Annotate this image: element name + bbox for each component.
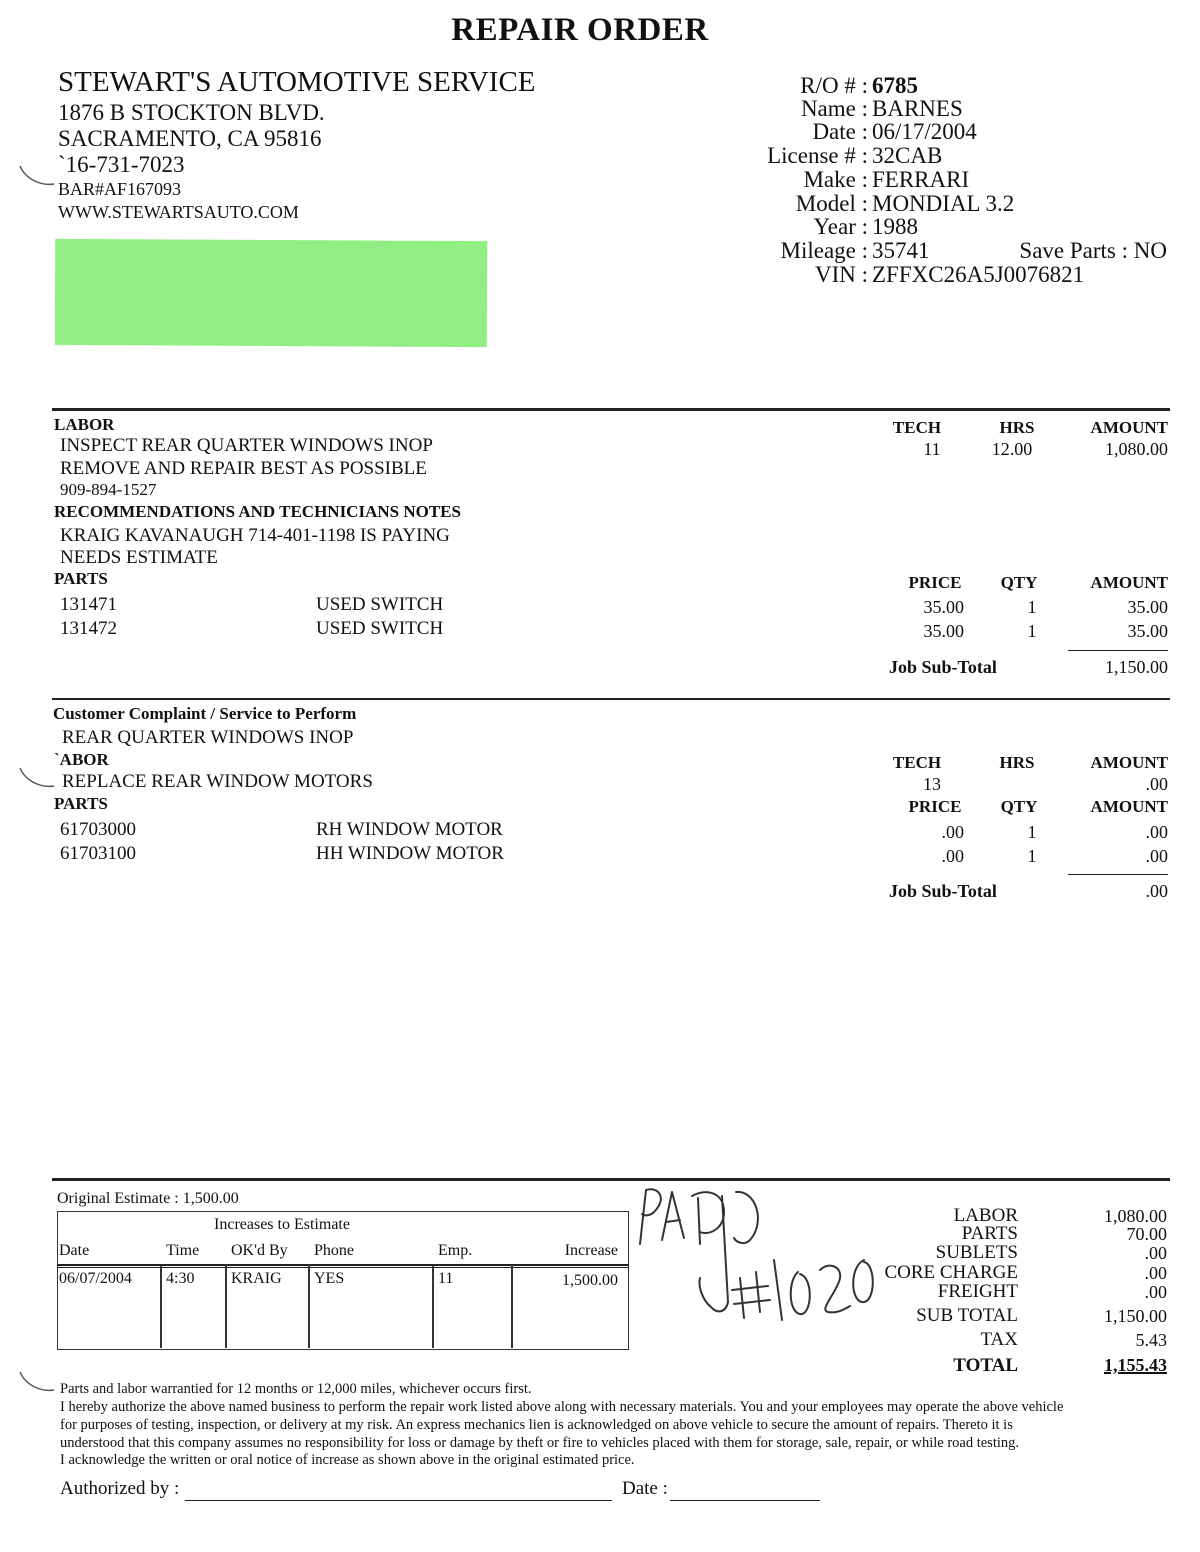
part-amount: 35.00 xyxy=(1127,621,1168,641)
job2-complaint-heading: Customer Complaint / Service to Perform xyxy=(53,704,357,723)
handwritten-paid-note xyxy=(632,1182,882,1332)
job2-labor-line: REPLACE REAR WINDOW MOTORS xyxy=(62,771,373,792)
ro-value: 6785 xyxy=(872,73,918,98)
job2-parts-heading: PARTS xyxy=(54,794,108,813)
job2-tech: 13 xyxy=(923,774,941,794)
job1-subtotal: 1,150.00 xyxy=(1105,657,1168,677)
part-description: RH WINDOW MOTOR xyxy=(316,819,503,840)
part-description: USED SWITCH xyxy=(316,594,444,615)
section-divider xyxy=(52,408,1170,411)
total-core-charge-label: CORE CHARGE xyxy=(884,1262,1018,1283)
grand-total-label: TOTAL xyxy=(953,1355,1018,1376)
total-parts: 70.00 xyxy=(1126,1224,1167,1244)
signature-date-label: Date : xyxy=(622,1478,668,1499)
section-divider xyxy=(52,698,1170,700)
total-parts-label: PARTS xyxy=(961,1223,1018,1244)
total-freight: .00 xyxy=(1144,1282,1167,1302)
table-column-rule xyxy=(225,1264,227,1348)
shop-name: STEWART'S AUTOMOTIVE SERVICE xyxy=(58,66,536,98)
authorization-text: understood that this company assumes no responsibility for loss or damage by theft or fire to vehicles placed with them for storage, sale, repair, or while road testing. xyxy=(60,1435,1019,1451)
license-value: 32CAB xyxy=(872,143,943,168)
license-label: License # : xyxy=(767,143,868,168)
job1-tech-heading: TECH xyxy=(892,418,942,437)
col-emp: Emp. xyxy=(438,1242,473,1259)
subtotal-value: 1,150.00 xyxy=(1104,1306,1167,1326)
signature-date-line[interactable] xyxy=(670,1500,820,1501)
punch-hole-mark xyxy=(18,764,56,790)
job1-qty-heading: QTY xyxy=(1000,573,1038,592)
job1-amount-heading: AMOUNT xyxy=(1090,418,1168,437)
job2-amount-heading: AMOUNT xyxy=(1090,753,1168,772)
shop-address-line1: 1876 B STOCKTON BLVD. xyxy=(58,100,325,125)
job2-qty-heading: QTY xyxy=(1000,797,1038,816)
name-value: BARNES xyxy=(872,96,963,121)
ro-label: R/O # : xyxy=(800,73,868,98)
job1-labor-heading: LABOR xyxy=(54,415,115,434)
job1-subtotal-label: Job Sub-Total xyxy=(889,657,997,677)
job2-parts-amount-heading: AMOUNT xyxy=(1090,797,1168,816)
table-header-rule xyxy=(57,1267,629,1268)
estimate-date: 06/07/2004 xyxy=(59,1270,132,1287)
part-qty: 1 xyxy=(1027,846,1037,866)
increases-title: Increases to Estimate xyxy=(214,1216,350,1233)
job2-price-heading: PRICE xyxy=(908,797,962,816)
part-number: 61703100 xyxy=(60,843,136,864)
part-description: USED SWITCH xyxy=(316,618,444,639)
col-increase: Increase xyxy=(564,1242,618,1259)
document-title: REPAIR ORDER xyxy=(451,12,709,48)
subtotal-rule xyxy=(1068,874,1168,875)
tax-label: TAX xyxy=(980,1329,1018,1350)
job2-labor-heading: `ABOR xyxy=(54,750,109,769)
job1-tech: 11 xyxy=(923,439,941,459)
part-price: 35.00 xyxy=(923,621,964,641)
date-value: 06/17/2004 xyxy=(872,119,977,144)
part-number: 131472 xyxy=(60,618,117,639)
table-column-rule xyxy=(511,1264,513,1348)
make-label: Make : xyxy=(803,167,868,192)
total-freight-label: FREIGHT xyxy=(937,1281,1018,1302)
job1-note-line: KRAIG KAVANAUGH 714-401-1198 IS PAYING xyxy=(60,525,450,546)
col-date: Date xyxy=(59,1242,90,1259)
original-estimate-label: Original Estimate : xyxy=(57,1190,179,1207)
job1-price-heading: PRICE xyxy=(908,573,962,592)
job2-labor-amount: .00 xyxy=(1145,774,1168,794)
job1-labor-amount: 1,080.00 xyxy=(1105,439,1168,459)
authorization-text: for purposes of testing, inspection, or delivery at my risk. An express mechanics lien is acknowledged on above vehicle to secure the amount of repairs. Thereto it is xyxy=(60,1417,1013,1433)
subtotal-rule xyxy=(1068,650,1168,651)
year-value: 1988 xyxy=(872,214,918,239)
part-qty: 1 xyxy=(1027,822,1037,842)
tax-value: 5.43 xyxy=(1135,1330,1167,1350)
part-amount: .00 xyxy=(1145,846,1168,866)
job2-complaint: REAR QUARTER WINDOWS INOP xyxy=(62,727,354,748)
job1-parts-heading: PARTS xyxy=(54,569,108,588)
col-phone: Phone xyxy=(314,1242,354,1259)
part-number: 61703000 xyxy=(60,819,136,840)
job2-tech-heading: TECH xyxy=(892,753,942,772)
original-estimate-value: 1,500.00 xyxy=(182,1190,239,1207)
subtotal-label: SUB TOTAL xyxy=(916,1305,1018,1326)
total-labor: 1,080.00 xyxy=(1104,1206,1167,1226)
authorization-text: I acknowledge the written or oral notice of increase as shown above in the original estimated price. xyxy=(60,1452,635,1468)
col-time: Time xyxy=(166,1242,200,1259)
handwritten-note-text: PAID #1020 xyxy=(632,1182,637,1183)
job1-phone-note: 909-894-1527 xyxy=(60,480,157,499)
vin-value: ZFFXC26A5J0076821 xyxy=(872,262,1085,287)
part-price: .00 xyxy=(941,822,964,842)
year-label: Year : xyxy=(813,214,868,239)
shop-phone: `16-731-7023 xyxy=(58,152,185,177)
job1-notes-heading: RECOMMENDATIONS AND TECHNICIANS NOTES xyxy=(54,502,461,521)
table-column-rule xyxy=(160,1264,162,1348)
total-labor-label: LABOR xyxy=(953,1205,1018,1226)
shop-address-line2: SACRAMENTO, CA 95816 xyxy=(58,126,322,151)
model-label: Model : xyxy=(795,191,868,216)
job1-labor-line: REMOVE AND REPAIR BEST AS POSSIBLE xyxy=(60,458,427,479)
total-sublets-label: SUBLETS xyxy=(935,1242,1018,1263)
authorization-text: I hereby authorize the above named business to perform the repair work listed above along with necessary materials. You and your employees may operate the above vehicle xyxy=(60,1399,1064,1415)
estimate-time: 4:30 xyxy=(166,1270,195,1287)
job1-hrs-heading: HRS xyxy=(999,418,1035,437)
estimate-okd-by: KRAIG xyxy=(231,1270,282,1287)
job2-subtotal: .00 xyxy=(1145,881,1168,901)
job2-subtotal-label: Job Sub-Total xyxy=(889,881,997,901)
total-core-charge: .00 xyxy=(1144,1263,1167,1283)
job1-note-line: NEEDS ESTIMATE xyxy=(60,547,218,568)
estimate-emp: 11 xyxy=(438,1270,454,1287)
authorized-by-label: Authorized by : xyxy=(60,1478,180,1499)
part-qty: 1 xyxy=(1027,597,1037,617)
mileage-label: Mileage : xyxy=(780,238,868,263)
shop-website: WWW.STEWARTSAUTO.COM xyxy=(58,202,299,222)
estimate-increase: 1,500.00 xyxy=(562,1272,618,1289)
job2-hrs-heading: HRS xyxy=(999,753,1035,772)
punch-hole-mark xyxy=(18,162,56,188)
model-value: MONDIAL 3.2 xyxy=(872,191,1015,216)
part-price: .00 xyxy=(941,846,964,866)
warranty-text: Parts and labor warrantied for 12 months or 12,000 miles, whichever occurs first. xyxy=(60,1381,532,1397)
job1-hrs: 12.00 xyxy=(991,439,1033,459)
shop-bar-number: BAR#AF167093 xyxy=(58,179,182,199)
name-label: Name : xyxy=(800,96,868,121)
estimate-phone: YES xyxy=(314,1270,345,1287)
table-column-rule xyxy=(308,1264,310,1348)
punch-hole-mark xyxy=(18,1368,56,1394)
signature-line[interactable] xyxy=(185,1500,612,1501)
part-amount: 35.00 xyxy=(1127,597,1168,617)
section-divider xyxy=(52,1178,1170,1181)
part-price: 35.00 xyxy=(923,597,964,617)
save-parts: Save Parts : NO xyxy=(1019,238,1167,263)
date-label: Date : xyxy=(812,119,868,144)
mileage-value: 35741 xyxy=(872,238,930,263)
make-value: FERRARI xyxy=(872,167,970,192)
total-sublets: .00 xyxy=(1144,1243,1167,1263)
job1-labor-line: INSPECT REAR QUARTER WINDOWS INOP xyxy=(60,435,433,456)
grand-total-value: 1,155.43 xyxy=(1104,1355,1167,1375)
vin-label: VIN : xyxy=(814,262,868,287)
job1-parts-amount-heading: AMOUNT xyxy=(1090,573,1168,592)
table-header-rule xyxy=(57,1264,629,1266)
col-okd-by: OK'd By xyxy=(231,1242,288,1259)
part-description: HH WINDOW MOTOR xyxy=(316,843,504,864)
part-amount: .00 xyxy=(1145,822,1168,842)
table-column-rule xyxy=(432,1264,434,1348)
part-qty: 1 xyxy=(1027,621,1037,641)
part-number: 131471 xyxy=(60,594,117,615)
